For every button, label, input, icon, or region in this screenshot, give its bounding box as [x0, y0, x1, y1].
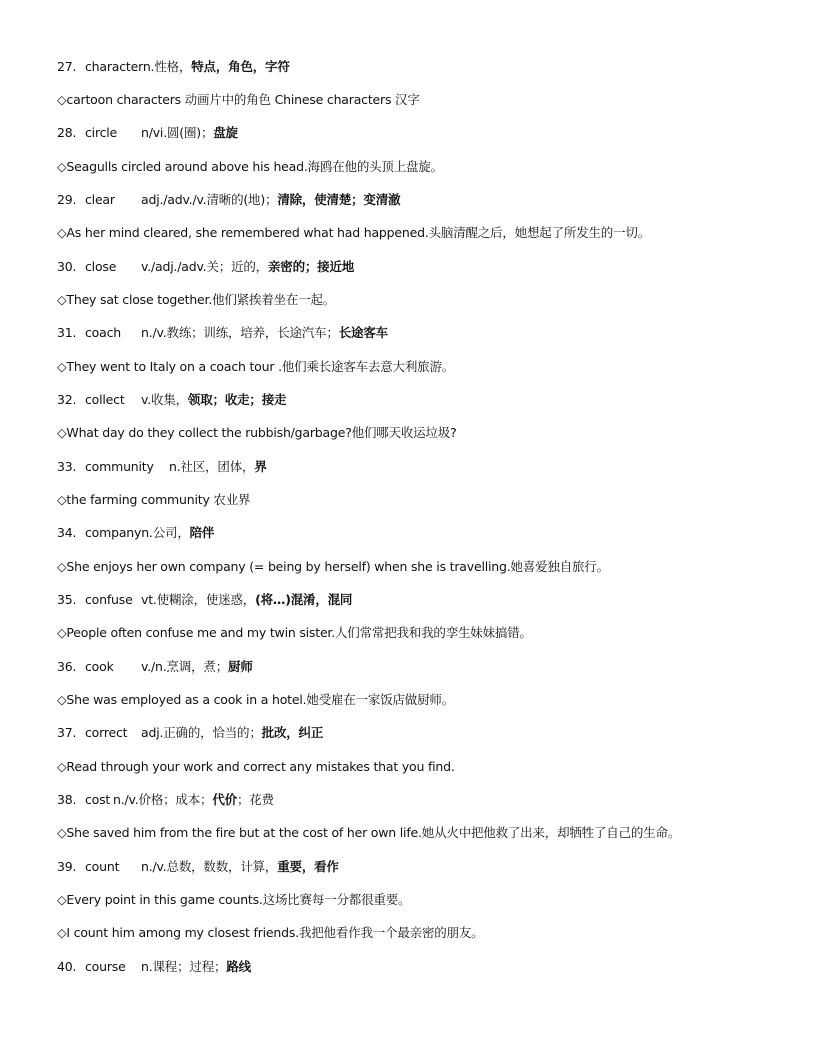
entry-number: 27. [57, 59, 77, 74]
entry-36 [57, 657, 776, 677]
entry-plain-meaning: 价格；成本； [138, 792, 213, 807]
entry-39 [57, 857, 776, 877]
example-sentence: ◇She saved him from the fire but at the cost of her own life.她从火中把他救了出来，却牺牲了自己的生命。 [57, 825, 681, 840]
entry-bold-meaning: 陪伴 [189, 525, 215, 540]
entry-34 [57, 523, 776, 543]
example-sentence: ◇She enjoys her own company (= being by herself) when she is travelling.她喜爱独自旅行。 [57, 559, 609, 574]
entry-bold-meaning: 批改，纠正 [261, 725, 324, 740]
entry-word: collect [85, 392, 125, 407]
entry-number: 34. [57, 525, 77, 540]
entry-bold-meaning: 代价 [212, 792, 237, 807]
example-sentence: ◇They went to Italy on a coach tour .他们乘长途客车去意大利旅游。 [57, 359, 455, 374]
example-sentence: ◇People often confuse me and my twin sister.人们常常把我和我的孪生妹妹搞错。 [57, 625, 532, 640]
entry-number: 30. [57, 259, 77, 274]
entry-pos: v. [141, 392, 152, 407]
entry-40 [57, 957, 776, 977]
entry-pos: vt. [141, 592, 157, 607]
entry-word: confuse [85, 592, 133, 607]
example-sentence: ◇Every point in this game counts.这场比赛每一分都很重要。 [57, 892, 411, 907]
entry-bold-meaning: 路线 [226, 959, 251, 974]
entry-number: 32. [57, 392, 77, 407]
example-sentence: ◇She was employed as a cook in a hotel.她受雇在一家饭店做厨师。 [57, 692, 454, 707]
example-sentence: ◇What day do they collect the rubbish/garbage?他们哪天收运垃圾? [57, 425, 457, 440]
example-sentence: ◇Read through your work and correct any mistakes that you find. [57, 759, 455, 774]
entry-word: count [85, 859, 120, 874]
entry-bold-meaning: 长途客车 [338, 325, 388, 340]
entry-number: 38. [57, 792, 77, 807]
entry-word: correct [85, 725, 128, 740]
entry-number: 28. [57, 125, 77, 140]
entry-pos: v./adj./adv. [141, 259, 207, 274]
entry-38 [57, 790, 776, 810]
entry-plain-meaning: 社区，团体， [180, 459, 255, 474]
entry-27 [57, 57, 776, 77]
entry-bold-meaning: 特点，角色，字符 [191, 59, 290, 74]
entry-35 [57, 590, 776, 610]
entry-number: 33. [57, 459, 77, 474]
entry-plain-meaning: 收集， [151, 392, 188, 407]
example-sentence: ◇They sat close together.他们紧挨着坐在一起。 [57, 292, 336, 307]
entry-bold-meaning: 厨师 [228, 659, 253, 674]
entry-pos: n./v. [141, 859, 167, 874]
entry-plain-meaning: 教练；训练，培养，长途汽车； [166, 325, 339, 340]
entry-word: course [85, 959, 126, 974]
entry-bold-meaning: 界 [254, 459, 267, 474]
entry-33 [57, 457, 776, 477]
entry-plain-meaning: 圆(圈)； [166, 125, 214, 140]
entry-pos: adj./adv./v. [141, 192, 207, 207]
entry-plain-meaning: 正确的，恰当的； [163, 725, 262, 740]
entry-word: cook [85, 659, 114, 674]
entry-30 [57, 257, 776, 277]
entry-plain-meaning: 性格， [154, 59, 192, 74]
entry-word: coach [85, 325, 121, 340]
entry-pos: n/vi. [141, 125, 167, 140]
entry-29 [57, 190, 776, 210]
entry-bold-meaning: 盘旋 [213, 125, 238, 140]
entry-bold-meaning: 清除，使清楚；变清澈 [277, 192, 401, 207]
entry-bold-meaning: 重要，看作 [277, 859, 339, 874]
entry-word: companyn. [85, 525, 153, 540]
entry-bold-meaning: (将…)混淆，混同 [255, 592, 353, 607]
entry-pos: n. [141, 959, 153, 974]
entry-bold-meaning: 领取；收走；接走 [187, 392, 287, 407]
entry-word: charactern. [85, 59, 155, 74]
entry-number: 31. [57, 325, 77, 340]
entry-32 [57, 390, 776, 410]
entry-pos: v./n. [141, 659, 167, 674]
entry-number: 39. [57, 859, 77, 874]
entry-plain-meaning: 清晰的(地)； [206, 192, 278, 207]
example-sentence: ◇Seagulls circled around above his head.海鸥在他的头顶上盘旋。 [57, 159, 443, 174]
entry-28 [57, 123, 776, 143]
entry-plain-meaning: 公司， [152, 525, 190, 540]
entry-word: clear [85, 192, 115, 207]
entry-pos: n. [169, 459, 181, 474]
entry-pos: n./v. [113, 792, 139, 807]
entry-number: 36. [57, 659, 77, 674]
entry-number: 37. [57, 725, 77, 740]
entry-pos: adj. [141, 725, 164, 740]
example-sentence: ◇the farming community 农业界 [57, 492, 251, 507]
entry-number: 40. [57, 959, 77, 974]
entry-plain-meaning: 总数，数数，计算， [166, 859, 278, 874]
entry-word: close [85, 259, 117, 274]
entry-word: community [85, 459, 154, 474]
entry-37 [57, 723, 776, 743]
entry-bold-meaning: 亲密的；接近地 [267, 259, 355, 274]
example-sentence: ◇As her mind cleared, she remembered what had happened.头脑清醒之后，她想起了所发生的一切。 [57, 225, 651, 240]
example-sentence: ◇I count him among my closest friends.我把他看作我一个最亲密的朋友。 [57, 925, 484, 940]
entry-plain-meaning: 使糊涂，使迷惑， [156, 592, 256, 607]
entry-number: 35. [57, 592, 77, 607]
example-sentence: ◇cartoon characters 动画片中的角色 Chinese characters 汉字 [57, 92, 420, 107]
entry-plain-meaning: 关；近的， [206, 259, 268, 274]
entry-word: cost [85, 792, 111, 807]
entry-tail-meaning: ；花费 [236, 792, 274, 807]
entry-plain-meaning: 课程；过程； [152, 959, 227, 974]
entry-31 [57, 323, 776, 343]
entry-number: 29. [57, 192, 77, 207]
entry-plain-meaning: 烹调，煮； [166, 659, 229, 674]
entry-word: circle [85, 125, 118, 140]
entry-pos: n./v. [141, 325, 167, 340]
